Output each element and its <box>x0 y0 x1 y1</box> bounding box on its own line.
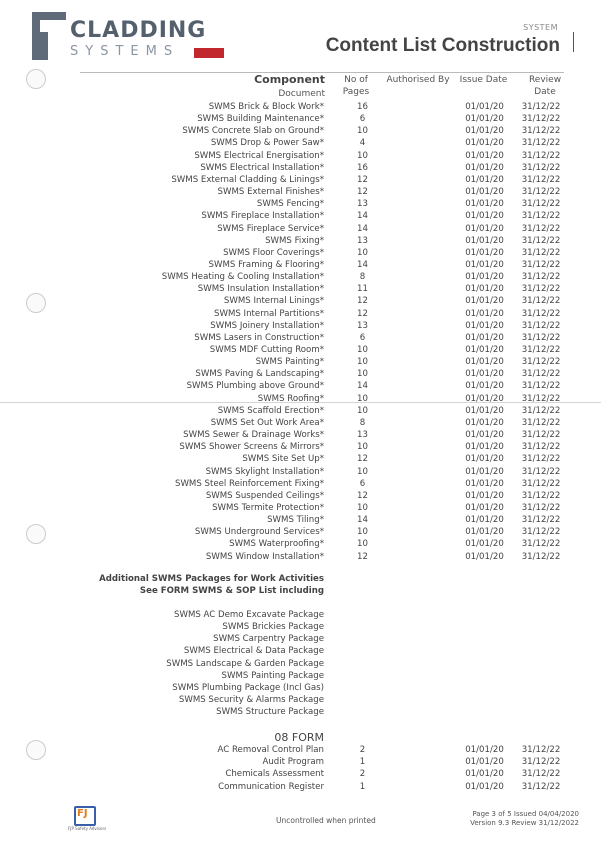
page-count: 10 <box>357 345 368 355</box>
review-date: 31/12/22 <box>521 174 561 185</box>
page-count: 16 <box>357 102 368 112</box>
page-count: 14 <box>357 223 368 234</box>
table-row <box>0 466 601 478</box>
header-divider <box>573 32 574 52</box>
table-row <box>0 113 601 125</box>
fjp-logo-caption: FJP Safety Advisors <box>68 826 107 831</box>
column-header-component <box>220 74 325 100</box>
issue-date: 01/01/20 <box>465 515 504 526</box>
table-row <box>0 417 601 429</box>
document-name: SWMS Plumbing above Ground* <box>186 381 324 392</box>
issue-date: 01/01/20 <box>465 490 504 501</box>
page-count: 13 <box>357 320 368 331</box>
review-date: 31/12/22 <box>521 332 561 343</box>
table-row <box>0 781 601 793</box>
document-name: SWMS Heating & Cooling Installation* <box>161 272 324 283</box>
column-header-issue-date: Issue Date <box>459 75 508 85</box>
issue-date: 01/01/20 <box>465 223 504 234</box>
review-date: 31/12/22 <box>521 235 561 246</box>
issue-date: 01/01/20 <box>465 187 504 198</box>
document-name: SWMS Fixing* <box>265 235 324 246</box>
document-name: SWMS External Cladding & Linings* <box>171 174 324 185</box>
table-row <box>0 526 601 538</box>
document-name: SWMS External Finishes* <box>217 187 324 198</box>
page-count: 12 <box>357 174 368 185</box>
issue-date: 01/01/20 <box>465 454 504 465</box>
logo-accent-bar <box>194 48 224 58</box>
document-name: Chemicals Assessment <box>225 769 324 780</box>
document-name: SWMS MDF Cutting Room* <box>209 345 324 355</box>
cladding-systems-logo <box>32 12 232 64</box>
column-header-document-label: Document <box>278 89 325 99</box>
document-name: SWMS Roofing* <box>257 393 324 404</box>
logo-brand-line1: CLADDING <box>70 18 207 43</box>
page-title: Content List Construction <box>325 35 560 56</box>
review-date: 31/12/22 <box>521 745 561 755</box>
document-name: SWMS Drop & Power Saw* <box>210 138 324 149</box>
review-date: 31/12/22 <box>521 490 561 501</box>
page-number-issued: Page 3 of 5 Issued 04/04/2020 <box>472 810 579 818</box>
issue-date: 01/01/20 <box>465 502 504 513</box>
table-row <box>0 768 601 780</box>
document-name: SWMS Brick & Block Work* <box>208 102 324 112</box>
document-name: AC Removal Control Plan <box>217 745 324 755</box>
review-date: 31/12/22 <box>521 272 561 283</box>
table-row <box>0 198 601 210</box>
page-count: 12 <box>357 454 368 465</box>
table-row <box>0 223 601 235</box>
issue-date: 01/01/20 <box>465 405 504 416</box>
page-count: 14 <box>357 259 368 270</box>
document-name: SWMS Joinery Installation* <box>210 320 324 331</box>
page-count: 10 <box>357 247 368 258</box>
document-name: SWMS Concrete Slab on Ground* <box>182 126 324 137</box>
review-date: 31/12/22 <box>521 757 561 768</box>
page-count: 12 <box>357 551 368 562</box>
table-row <box>0 538 601 550</box>
issue-date: 01/01/20 <box>465 332 504 343</box>
table-row <box>0 150 601 162</box>
column-header-review-date <box>520 74 570 98</box>
document-name: SWMS Termite Protection* <box>212 502 324 513</box>
column-header-pages <box>337 74 375 98</box>
page-count: 16 <box>357 162 368 173</box>
package-item: SWMS Landscape & Garden Package <box>166 658 324 669</box>
table-row <box>0 332 601 344</box>
issue-date: 01/01/20 <box>465 357 504 368</box>
document-name: SWMS Steel Reinforcement Fixing* <box>174 478 324 489</box>
document-name: SWMS Building Maintenance* <box>197 114 324 125</box>
package-item: SWMS Structure Package <box>216 707 324 718</box>
issue-date: 01/01/20 <box>465 393 504 404</box>
issue-date: 01/01/20 <box>465 296 504 307</box>
issue-date: 01/01/20 <box>465 539 504 550</box>
package-item: SWMS Plumbing Package (Incl Gas) <box>172 682 324 693</box>
review-date: 31/12/22 <box>521 454 561 465</box>
table-row <box>0 429 601 441</box>
table-row <box>0 405 601 417</box>
table-row <box>0 368 601 380</box>
review-date: 31/12/22 <box>521 502 561 513</box>
document-name: SWMS Internal Linings* <box>223 296 324 307</box>
issue-date: 01/01/20 <box>465 211 504 222</box>
document-name: SWMS Lasers in Construction* <box>194 332 324 343</box>
document-name: SWMS Waterproofing* <box>229 539 324 550</box>
issue-date: 01/01/20 <box>465 199 504 210</box>
review-date: 31/12/22 <box>521 357 561 368</box>
system-label: SYSTEM <box>523 23 558 32</box>
page-count: 12 <box>357 187 368 198</box>
table-row <box>0 235 601 247</box>
document-name: SWMS Electrical Installation* <box>200 162 324 173</box>
review-date: 31/12/22 <box>521 539 561 550</box>
review-date: 31/12/22 <box>521 247 561 258</box>
version-review: Version 9.3 Review 31/12/2022 <box>470 819 579 827</box>
issue-date: 01/01/20 <box>465 308 504 319</box>
review-date: 31/12/22 <box>521 320 561 331</box>
document-name: SWMS Fireplace Service* <box>217 223 324 234</box>
table-row <box>0 320 601 332</box>
review-date: 31/12/22 <box>521 223 561 234</box>
issue-date: 01/01/20 <box>465 174 504 185</box>
table-row <box>0 308 601 320</box>
issue-date: 01/01/20 <box>465 527 504 538</box>
page-count: 11 <box>357 284 368 295</box>
issue-date: 01/01/20 <box>465 162 504 173</box>
page-count: 1 <box>359 781 366 792</box>
review-date: 31/12/22 <box>521 102 561 112</box>
table-row <box>0 744 601 756</box>
table-row <box>0 478 601 490</box>
issue-date: 01/01/20 <box>465 369 504 380</box>
document-name: SWMS Internal Partitions* <box>214 308 324 319</box>
page-count: 8 <box>359 417 366 428</box>
page-count: 2 <box>359 745 366 755</box>
document-name: SWMS Painting* <box>255 357 324 368</box>
review-date: 31/12/22 <box>521 150 561 161</box>
issue-date: 01/01/20 <box>465 126 504 137</box>
review-date: 31/12/22 <box>521 405 561 416</box>
form-section-heading: 08 FORM <box>274 731 324 744</box>
uncontrolled-notice: Uncontrolled when printed <box>276 816 376 825</box>
page-count: 14 <box>357 515 368 526</box>
page-count: 6 <box>359 114 366 125</box>
table-row <box>0 453 601 465</box>
table-row <box>0 295 601 307</box>
table-row <box>0 344 601 356</box>
page-count: 13 <box>357 235 368 246</box>
issue-date: 01/01/20 <box>465 247 504 258</box>
issue-date: 01/01/20 <box>465 320 504 331</box>
review-date: 31/12/22 <box>521 211 561 222</box>
issue-date: 01/01/20 <box>465 745 504 755</box>
table-row <box>0 380 601 392</box>
column-header-pages-line2: Pages <box>342 87 370 97</box>
issue-date: 01/01/20 <box>465 781 504 792</box>
issue-date: 01/01/20 <box>465 272 504 283</box>
page-count: 13 <box>357 430 368 441</box>
document-name: SWMS Window Installation* <box>205 551 324 562</box>
issue-date: 01/01/20 <box>465 235 504 246</box>
document-name: SWMS Site Set Up* <box>242 454 324 465</box>
package-item: SWMS Painting Package <box>221 670 324 681</box>
issue-date: 01/01/20 <box>465 259 504 270</box>
table-row <box>0 283 601 295</box>
package-item: SWMS Brickies Package <box>222 622 324 633</box>
review-date: 31/12/22 <box>521 296 561 307</box>
package-item: SWMS Carpentry Package <box>213 634 324 645</box>
review-date: 31/12/22 <box>521 308 561 319</box>
review-date: 31/12/22 <box>521 114 561 125</box>
page-count: 14 <box>357 211 368 222</box>
review-date: 31/12/22 <box>521 769 561 780</box>
review-date: 31/12/22 <box>521 284 561 295</box>
page-count: 10 <box>357 150 368 161</box>
page-count: 12 <box>357 308 368 319</box>
issue-date: 01/01/20 <box>465 381 504 392</box>
document-name: SWMS Electrical Energisation* <box>194 150 324 161</box>
issue-date: 01/01/20 <box>465 430 504 441</box>
page-count: 10 <box>357 126 368 137</box>
table-row <box>0 247 601 259</box>
page-count: 10 <box>357 442 368 453</box>
page-count: 10 <box>357 539 368 550</box>
table-row <box>0 271 601 283</box>
document-name: SWMS Skylight Installation* <box>205 466 324 477</box>
table-row <box>0 125 601 137</box>
column-header-pages-line1: No of <box>344 75 368 85</box>
issue-date: 01/01/20 <box>465 114 504 125</box>
issue-date: 01/01/20 <box>465 345 504 355</box>
issue-date: 01/01/20 <box>465 769 504 780</box>
table-row <box>0 174 601 186</box>
document-name: SWMS Scaffold Erection* <box>217 405 324 416</box>
document-name: SWMS Paving & Landscaping* <box>195 369 324 380</box>
column-header-component-label: Component <box>254 73 325 86</box>
review-date: 31/12/22 <box>521 162 561 173</box>
package-item: SWMS Security & Alarms Package <box>178 695 324 706</box>
table-row <box>0 441 601 453</box>
review-date: 31/12/22 <box>521 551 561 562</box>
document-name: SWMS Underground Services* <box>194 527 324 538</box>
issue-date: 01/01/20 <box>465 138 504 149</box>
column-header-review-line2: Date <box>534 87 556 97</box>
review-date: 31/12/22 <box>521 259 561 270</box>
document-name: SWMS Fencing* <box>256 199 324 210</box>
table-row <box>0 756 601 768</box>
page-info <box>470 810 579 828</box>
page-count: 10 <box>357 466 368 477</box>
document-name: SWMS Suspended Ceilings* <box>205 490 324 501</box>
issue-date: 01/01/20 <box>465 442 504 453</box>
page-count: 10 <box>357 502 368 513</box>
table-row <box>0 514 601 526</box>
table-row <box>0 162 601 174</box>
review-date: 31/12/22 <box>521 527 561 538</box>
issue-date: 01/01/20 <box>465 417 504 428</box>
logo-brand-line2: SYSTEMS <box>70 44 180 59</box>
table-row <box>0 490 601 502</box>
issue-date: 01/01/20 <box>465 757 504 768</box>
page-count: 4 <box>359 138 366 149</box>
review-date: 31/12/22 <box>521 442 561 453</box>
page-count: 10 <box>357 357 368 368</box>
page-count: 10 <box>357 527 368 538</box>
table-row <box>0 502 601 514</box>
page-count: 1 <box>359 757 366 768</box>
logo-mark-icon <box>32 12 66 60</box>
column-header-review-line1: Review <box>528 75 562 85</box>
document-name: SWMS Set Out Work Area* <box>210 417 324 428</box>
issue-date: 01/01/20 <box>465 102 504 112</box>
table-row <box>0 356 601 368</box>
page-count: 6 <box>359 332 366 343</box>
review-date: 31/12/22 <box>521 199 561 210</box>
page-count: 13 <box>357 199 368 210</box>
page-count: 8 <box>359 272 366 283</box>
issue-date: 01/01/20 <box>465 466 504 477</box>
review-date: 31/12/22 <box>521 138 561 149</box>
document-name: SWMS Floor Coverings* <box>223 247 324 258</box>
review-date: 31/12/22 <box>521 381 561 392</box>
page-count: 10 <box>357 405 368 416</box>
document-name: SWMS Framing & Flooring* <box>208 259 324 270</box>
page-count: 12 <box>357 296 368 307</box>
review-date: 31/12/22 <box>521 345 561 355</box>
review-date: 31/12/22 <box>521 478 561 489</box>
table-row <box>0 137 601 149</box>
review-date: 31/12/22 <box>521 126 561 137</box>
page-count: 14 <box>357 381 368 392</box>
document-name: Audit Program <box>262 757 324 768</box>
page-count: 10 <box>357 393 368 404</box>
review-date: 31/12/22 <box>521 515 561 526</box>
table-row <box>0 551 601 563</box>
review-date: 31/12/22 <box>521 781 561 792</box>
review-date: 31/12/22 <box>521 466 561 477</box>
review-date: 31/12/22 <box>521 430 561 441</box>
column-header-authorised: Authorised By <box>386 75 450 85</box>
document-name: SWMS Insulation Installation* <box>197 284 324 295</box>
page-count: 6 <box>359 478 366 489</box>
review-date: 31/12/22 <box>521 187 561 198</box>
page-count: 2 <box>359 769 366 780</box>
punch-hole <box>26 69 46 89</box>
additional-title-line2: See FORM SWMS & SOP List including <box>139 586 324 596</box>
package-item: SWMS AC Demo Excavate Package <box>174 610 324 620</box>
table-row <box>0 210 601 222</box>
issue-date: 01/01/20 <box>465 478 504 489</box>
review-date: 31/12/22 <box>521 369 561 380</box>
table-row <box>0 259 601 271</box>
table-row <box>0 186 601 198</box>
page-count: 10 <box>357 369 368 380</box>
document-name: SWMS Tiling* <box>267 515 324 526</box>
table-row <box>0 393 601 405</box>
document-name: SWMS Sewer & Drainage Works* <box>183 430 324 441</box>
document-name: SWMS Fireplace Installation* <box>201 211 324 222</box>
additional-title-line1: Additional SWMS Packages for Work Activities <box>99 574 324 584</box>
document-name: Communication Register <box>218 781 324 792</box>
review-date: 31/12/22 <box>521 393 561 404</box>
issue-date: 01/01/20 <box>465 284 504 295</box>
package-item: SWMS Electrical & Data Package <box>183 646 324 657</box>
issue-date: 01/01/20 <box>465 150 504 161</box>
review-date: 31/12/22 <box>521 417 561 428</box>
document-name: SWMS Shower Screens & Mirrors* <box>179 442 324 453</box>
issue-date: 01/01/20 <box>465 551 504 562</box>
table-row <box>0 101 601 113</box>
fjp-logo: FJ FJP Safety Advisors <box>68 808 107 831</box>
page-count: 12 <box>357 490 368 501</box>
